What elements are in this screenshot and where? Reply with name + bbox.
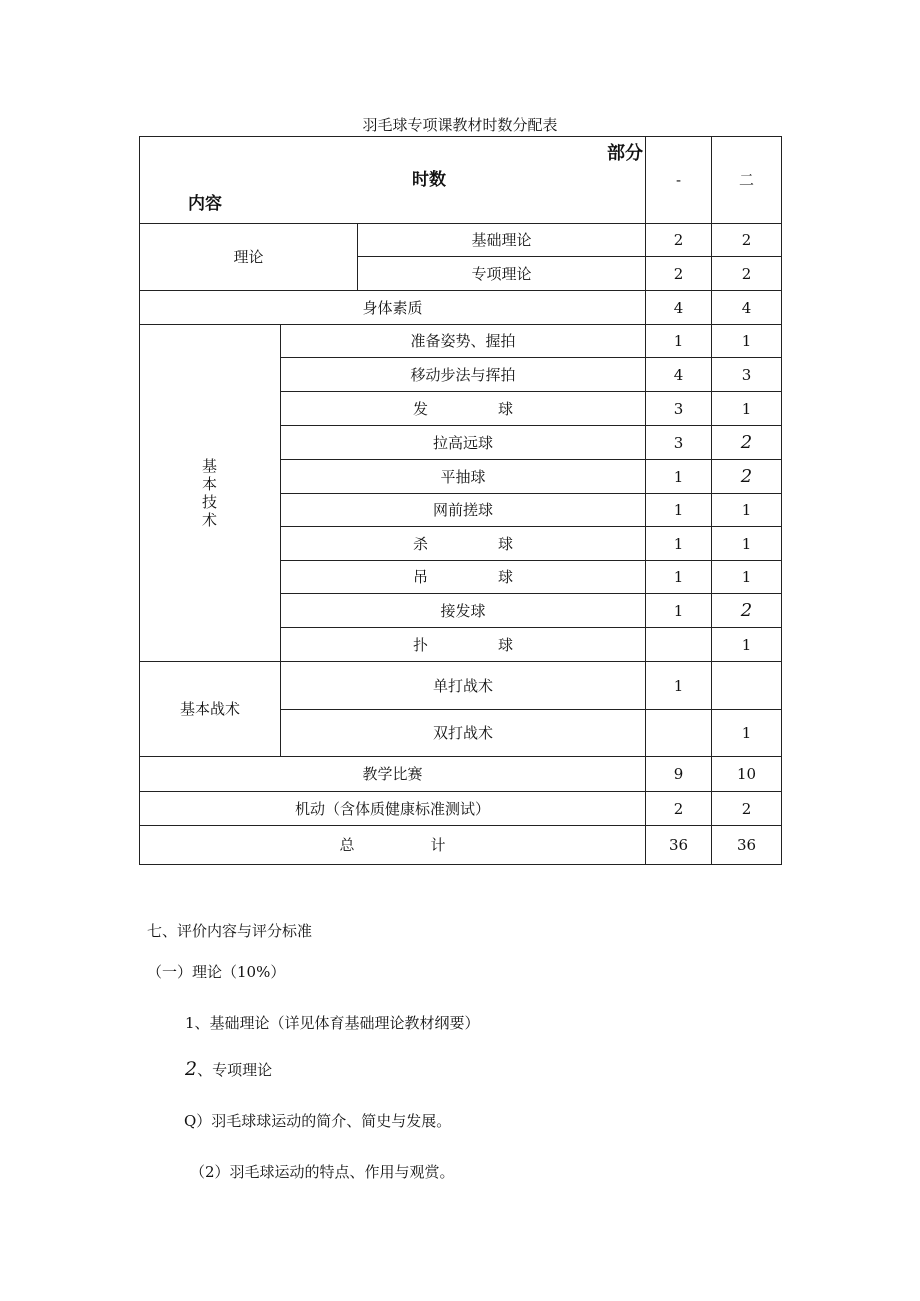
row-label: 单打战术 bbox=[281, 662, 646, 710]
cell-col-2: 1 bbox=[712, 561, 782, 594]
row-label: 专项理论 bbox=[358, 257, 646, 291]
section-heading: 七、评价内容与评分标准 bbox=[147, 922, 313, 940]
row-label: 双打战术 bbox=[281, 710, 646, 757]
row-label: 吊 球 bbox=[281, 561, 646, 594]
cell-col-2: 1 bbox=[712, 527, 782, 561]
cell-col-1: 36 bbox=[646, 826, 712, 865]
theory-group-cell: 理论 bbox=[140, 224, 358, 291]
cell-col-2 bbox=[712, 662, 782, 710]
header-col-1: - bbox=[646, 137, 712, 224]
table-row bbox=[140, 662, 782, 710]
cell-col-1: 1 bbox=[646, 561, 712, 594]
cell-col-1: 2 bbox=[646, 257, 712, 291]
skills-group-cell bbox=[140, 325, 281, 662]
cell-col-1: 1 bbox=[646, 527, 712, 561]
header-hours-label: 时数 bbox=[412, 170, 446, 190]
hours-allocation-table bbox=[139, 136, 782, 865]
row-label: 基础理论 bbox=[358, 224, 646, 257]
skills-group-label: 基本技术 bbox=[202, 457, 218, 529]
tactics-group-cell: 基本战术 bbox=[140, 662, 281, 757]
row-label: 发 球 bbox=[281, 392, 646, 426]
header-content-label: 内容 bbox=[188, 194, 222, 214]
header-col-2: 二 bbox=[712, 137, 782, 224]
cell-col-2: 3 bbox=[712, 358, 782, 392]
cell-col-1: 1 bbox=[646, 494, 712, 527]
list-item: Q）羽毛球球运动的简介、简史与发展。 bbox=[184, 1112, 452, 1130]
cell-col-1: 1 bbox=[646, 594, 712, 628]
cell-col-2: 2 bbox=[712, 460, 782, 494]
table-row bbox=[140, 792, 782, 826]
cell-col-2: 1 bbox=[712, 710, 782, 757]
row-label: 准备姿势、握拍 bbox=[281, 325, 646, 358]
cell-col-1: 1 bbox=[646, 662, 712, 710]
table-row bbox=[140, 757, 782, 792]
row-label: 总 计 bbox=[140, 826, 646, 865]
header-row bbox=[140, 137, 782, 224]
row-label: 拉高远球 bbox=[281, 426, 646, 460]
row-label: 扑 球 bbox=[281, 628, 646, 662]
cell-col-2: 2 bbox=[712, 257, 782, 291]
list-item: 1、基础理论（详见体育基础理论教材纲要） bbox=[185, 1014, 480, 1032]
cell-col-1 bbox=[646, 710, 712, 757]
cell-col-1: 4 bbox=[646, 358, 712, 392]
cell-col-1: 3 bbox=[646, 392, 712, 426]
table-row bbox=[140, 325, 782, 358]
cell-col-2: 2 bbox=[712, 594, 782, 628]
cell-col-2: 4 bbox=[712, 291, 782, 325]
row-label: 平抽球 bbox=[281, 460, 646, 494]
row-label: 杀 球 bbox=[281, 527, 646, 561]
diagonal-header-cell bbox=[140, 137, 646, 224]
total-row bbox=[140, 826, 782, 865]
cell-col-1: 1 bbox=[646, 325, 712, 358]
cell-col-2: 2 bbox=[712, 224, 782, 257]
cell-col-2: 1 bbox=[712, 325, 782, 358]
cell-col-1: 2 bbox=[646, 792, 712, 826]
row-label: 机动（含体质健康标准测试） bbox=[140, 792, 646, 826]
list-item: （2）羽毛球运动的特点、作用与观赏。 bbox=[190, 1163, 455, 1181]
row-label: 身体素质 bbox=[140, 291, 646, 325]
cell-col-2: 10 bbox=[712, 757, 782, 792]
cell-col-1: 1 bbox=[646, 460, 712, 494]
cell-col-2: 1 bbox=[712, 628, 782, 662]
table-row bbox=[140, 224, 782, 257]
cell-col-1: 3 bbox=[646, 426, 712, 460]
row-label: 接发球 bbox=[281, 594, 646, 628]
cell-col-1: 9 bbox=[646, 757, 712, 792]
cell-col-2: 36 bbox=[712, 826, 782, 865]
header-part-label: 部分 bbox=[607, 143, 644, 164]
cell-col-2: 1 bbox=[712, 392, 782, 426]
cell-col-2: 2 bbox=[712, 426, 782, 460]
cell-col-1: 2 bbox=[646, 224, 712, 257]
cell-col-1: 4 bbox=[646, 291, 712, 325]
list-item: 2、专项理论 bbox=[185, 1058, 273, 1080]
cell-col-2: 2 bbox=[712, 792, 782, 826]
row-label: 教学比赛 bbox=[140, 757, 646, 792]
table-row bbox=[140, 291, 782, 325]
cell-col-1 bbox=[646, 628, 712, 662]
row-label: 网前搓球 bbox=[281, 494, 646, 527]
cell-col-2: 1 bbox=[712, 494, 782, 527]
table-title: 羽毛球专项课教材时数分配表 bbox=[362, 116, 558, 134]
row-label: 移动步法与挥拍 bbox=[281, 358, 646, 392]
subsection-heading: （一）理论（10%） bbox=[147, 963, 286, 981]
